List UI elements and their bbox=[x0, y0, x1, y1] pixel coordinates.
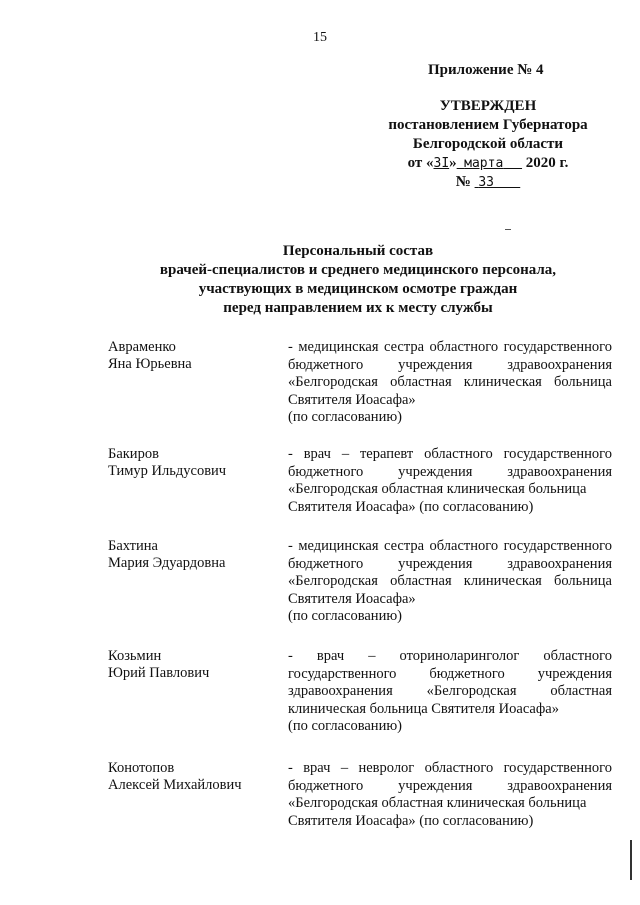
scan-edge-mark bbox=[630, 840, 632, 880]
title-line-1: Персональный состав bbox=[282, 243, 434, 259]
date-year: 2020 г. bbox=[525, 155, 569, 171]
scan-speck bbox=[505, 229, 511, 230]
position-note: (по согласованию) bbox=[288, 608, 402, 624]
position-text: - врач – терапевт областного государственного бюджетного учреждения здравоохранения «Белгородская областная клиническая больница bbox=[288, 446, 612, 497]
number-value: 33 bbox=[478, 175, 494, 190]
date-month: марта bbox=[464, 156, 504, 171]
person-given-names: Юрий Павлович bbox=[108, 665, 210, 681]
appendix-label: Приложение № 4 bbox=[428, 62, 544, 78]
person-given-names: Алексей Михайлович bbox=[108, 777, 242, 793]
person-position bbox=[288, 339, 612, 427]
person-given-names: Мария Эдуардовна bbox=[108, 555, 226, 571]
person-given-names: Яна Юрьевна bbox=[108, 356, 192, 372]
position-note: Святителя Иоасафа» (по согласованию) bbox=[288, 498, 534, 515]
title-line-3: участвующих в медицинском осмотре граждан bbox=[198, 281, 518, 297]
position-text: - врач – невролог областного государственного бюджетного учреждения здравоохранения «Белгородская областная клиническая больница bbox=[288, 760, 612, 811]
approval-title: УТВЕРЖДЕН bbox=[439, 98, 537, 114]
approval-block bbox=[372, 97, 604, 192]
person-given-names: Тимур Ильдусович bbox=[108, 463, 227, 479]
title-line-4: перед направлением их к месту службы bbox=[223, 300, 493, 316]
position-note: (по согласованию) bbox=[288, 409, 402, 425]
position-note: Святителя Иоасафа» (по согласованию) bbox=[288, 812, 534, 829]
person-surname: Бакиров bbox=[108, 446, 159, 462]
person-surname: Бахтина bbox=[108, 538, 158, 554]
person-name bbox=[108, 446, 226, 480]
date-day: 3I bbox=[433, 156, 450, 171]
document-title bbox=[0, 242, 640, 318]
position-text: - врач – оториноларинголог областного государственного бюджетного учреждения здравоохранения «Белгородская областная клиническая больница Святителя Иоасафа» bbox=[288, 648, 612, 717]
position-note: (по согласованию) bbox=[288, 718, 402, 734]
approval-line-2: Белгородской области bbox=[412, 136, 564, 152]
position-text: - медицинская сестра областного государственного бюджетного учреждения здравоохранения «Белгородская областная клиническая больница Святителя Иоасафа» bbox=[288, 538, 612, 607]
approval-date-line bbox=[372, 154, 604, 173]
approval-number-line bbox=[372, 173, 604, 192]
person-position bbox=[288, 648, 612, 736]
person-name bbox=[108, 538, 225, 572]
person-surname: Конотопов bbox=[108, 760, 175, 776]
title-line-2: врачей-специалистов и среднего медицинского персонала, bbox=[159, 262, 557, 278]
number-prefix: № bbox=[455, 174, 471, 190]
page-number: 15 bbox=[313, 30, 327, 45]
person-position bbox=[288, 538, 612, 626]
person-position bbox=[288, 760, 612, 830]
position-text: - медицинская сестра областного государственного бюджетного учреждения здравоохранения «Белгородская областная клиническая больница Святителя Иоасафа» bbox=[288, 339, 612, 408]
person-surname: Козьмин bbox=[108, 648, 162, 664]
person-name bbox=[108, 760, 242, 794]
person-name bbox=[108, 648, 209, 682]
person-position bbox=[288, 446, 612, 516]
person-name bbox=[108, 339, 192, 373]
person-surname: Авраменко bbox=[108, 339, 176, 355]
date-prefix: от « bbox=[407, 155, 434, 171]
approval-line-1: постановлением Губернатора bbox=[388, 117, 588, 133]
date-mid: » bbox=[449, 155, 457, 171]
